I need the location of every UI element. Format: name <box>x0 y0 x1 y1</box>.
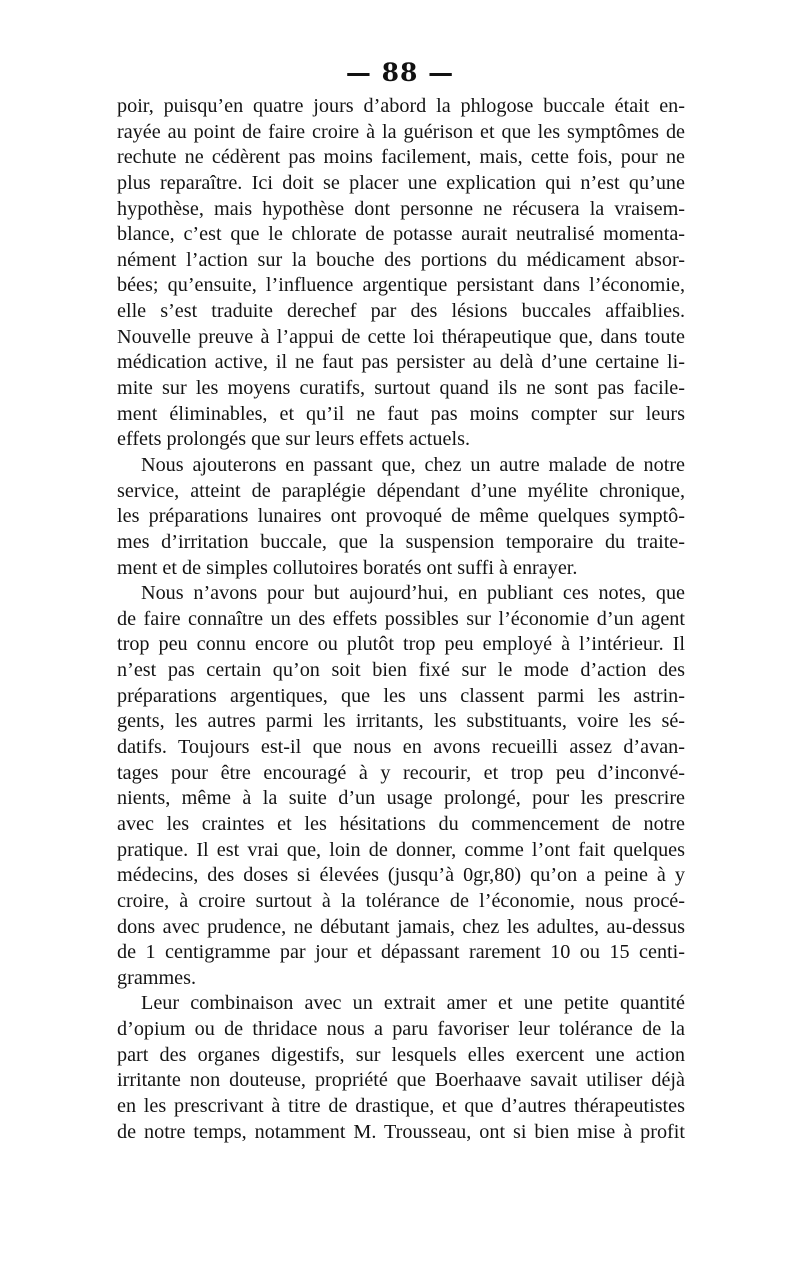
text-line: de faire connaître un des effets possibles sur l’économie d’un agent <box>117 607 685 630</box>
text-line: les préparations lunaires ont provoqué de même quelques symptô- <box>117 505 685 528</box>
text-line: n’est pas certain qu’on soit bien fixé sur le mode d’action des <box>117 659 685 682</box>
text-line: ment et de simples collutoires boratés ont suffi à enrayer. <box>117 556 578 579</box>
text-line: rayée au point de faire croire à la guérison et que les symptômes de <box>117 120 685 143</box>
text-line: Nous ajouterons en passant que, chez un autre malade de notre <box>141 453 685 476</box>
text-line: poir, puisqu’en quatre jours d’abord la phlogose buccale était en- <box>117 95 685 117</box>
text-line: trop peu connu encore ou plutôt trop peu employé à l’intérieur. Il <box>117 633 685 656</box>
text-line: mes d’irritation buccale, que la suspension temporaire du traite- <box>117 530 685 553</box>
text-line: effets prolongés que sur leurs effets actuels. <box>117 428 470 451</box>
text-line: d’opium ou de thridace nous a paru favoriser leur tolérance de la <box>117 1018 685 1041</box>
text-line: gents, les autres parmi les irritants, les substituants, voire les sé- <box>117 710 685 733</box>
text-line: médication active, il ne faut pas persister au delà d’une certaine li- <box>117 351 685 374</box>
text-line: avec les craintes et les hésitations du commencement de notre <box>117 812 685 835</box>
page-number: — 88 — <box>345 58 455 87</box>
text-line: ment éliminables, et qu’il ne faut pas moins compter sur leurs <box>117 402 685 425</box>
text-line: médecins, des doses si élevées (jusqu’à 0gr,80) qu’on a peine à y <box>117 864 685 887</box>
text-line: irritante non douteuse, propriété que Boerhaave savait utiliser déjà <box>117 1069 685 1092</box>
text-line: nients, même à la suite d’un usage prolongé, pour les prescrire <box>117 787 685 810</box>
text-line: de notre temps, notamment M. Trousseau, ont si bien mise à profit <box>117 1120 685 1143</box>
text-line: grammes. <box>117 966 197 989</box>
text-line: Nous n’avons pour but aujourd’hui, en publiant ces notes, que <box>141 582 685 605</box>
text-line: part des organes digestifs, sur lesquels elles exercent une action <box>117 1043 685 1066</box>
text-line: croire, à croire surtout à la tolérance de l’économie, nous procé- <box>117 889 685 912</box>
text-line: hypothèse, mais hypothèse dont personne ne récusera la vraisem- <box>117 197 685 220</box>
text-line: en les prescrivant à titre de drastique, et que d’autres thérapeutistes <box>117 1094 685 1117</box>
text-line: de 1 centigramme par jour et dépassant rarement 10 ou 15 centi- <box>117 941 685 964</box>
text-line: blance, c’est que le chlorate de potasse aurait neutralisé momenta- <box>117 223 685 246</box>
text-line: service, atteint de paraplégie dépendant d’une myélite chronique, <box>117 479 685 502</box>
text-line: nément l’action sur la bouche des portions du médicament absor- <box>117 248 685 271</box>
text-line: pratique. Il est vrai que, loin de donner, comme l’ont fait quelques <box>117 838 685 861</box>
text-line: préparations argentiques, que les uns classent parmi les astrin- <box>117 684 685 707</box>
text-line: plus reparaître. Ici doit se placer une explication qui n’est qu’une <box>117 171 685 194</box>
text-line: dons avec prudence, ne débutant jamais, chez les adultes, au-dessus <box>117 915 685 938</box>
text-line: elle s’est traduite derechef par des lésions buccales affaiblies. <box>117 300 685 323</box>
text-line: tages pour être encouragé à y recourir, et trop peu d’inconvé- <box>117 761 685 784</box>
text-line: datifs. Toujours est-il que nous en avons recueilli assez d’avan- <box>117 736 685 759</box>
body-text <box>117 94 685 1145</box>
text-line: rechute ne cédèrent pas moins facilement, mais, cette fois, pour ne <box>117 146 685 169</box>
text-line: bées; qu’ensuite, l’influence argentique persistant dans l’économie, <box>117 274 685 297</box>
text-line: Nouvelle preuve à l’appui de cette loi thérapeutique que, dans toute <box>117 325 685 348</box>
text-line: Leur combinaison avec un extrait amer et une petite quantité <box>141 992 685 1015</box>
text-line: mite sur les moyens curatifs, surtout quand ils ne sont pas facile- <box>117 377 685 400</box>
